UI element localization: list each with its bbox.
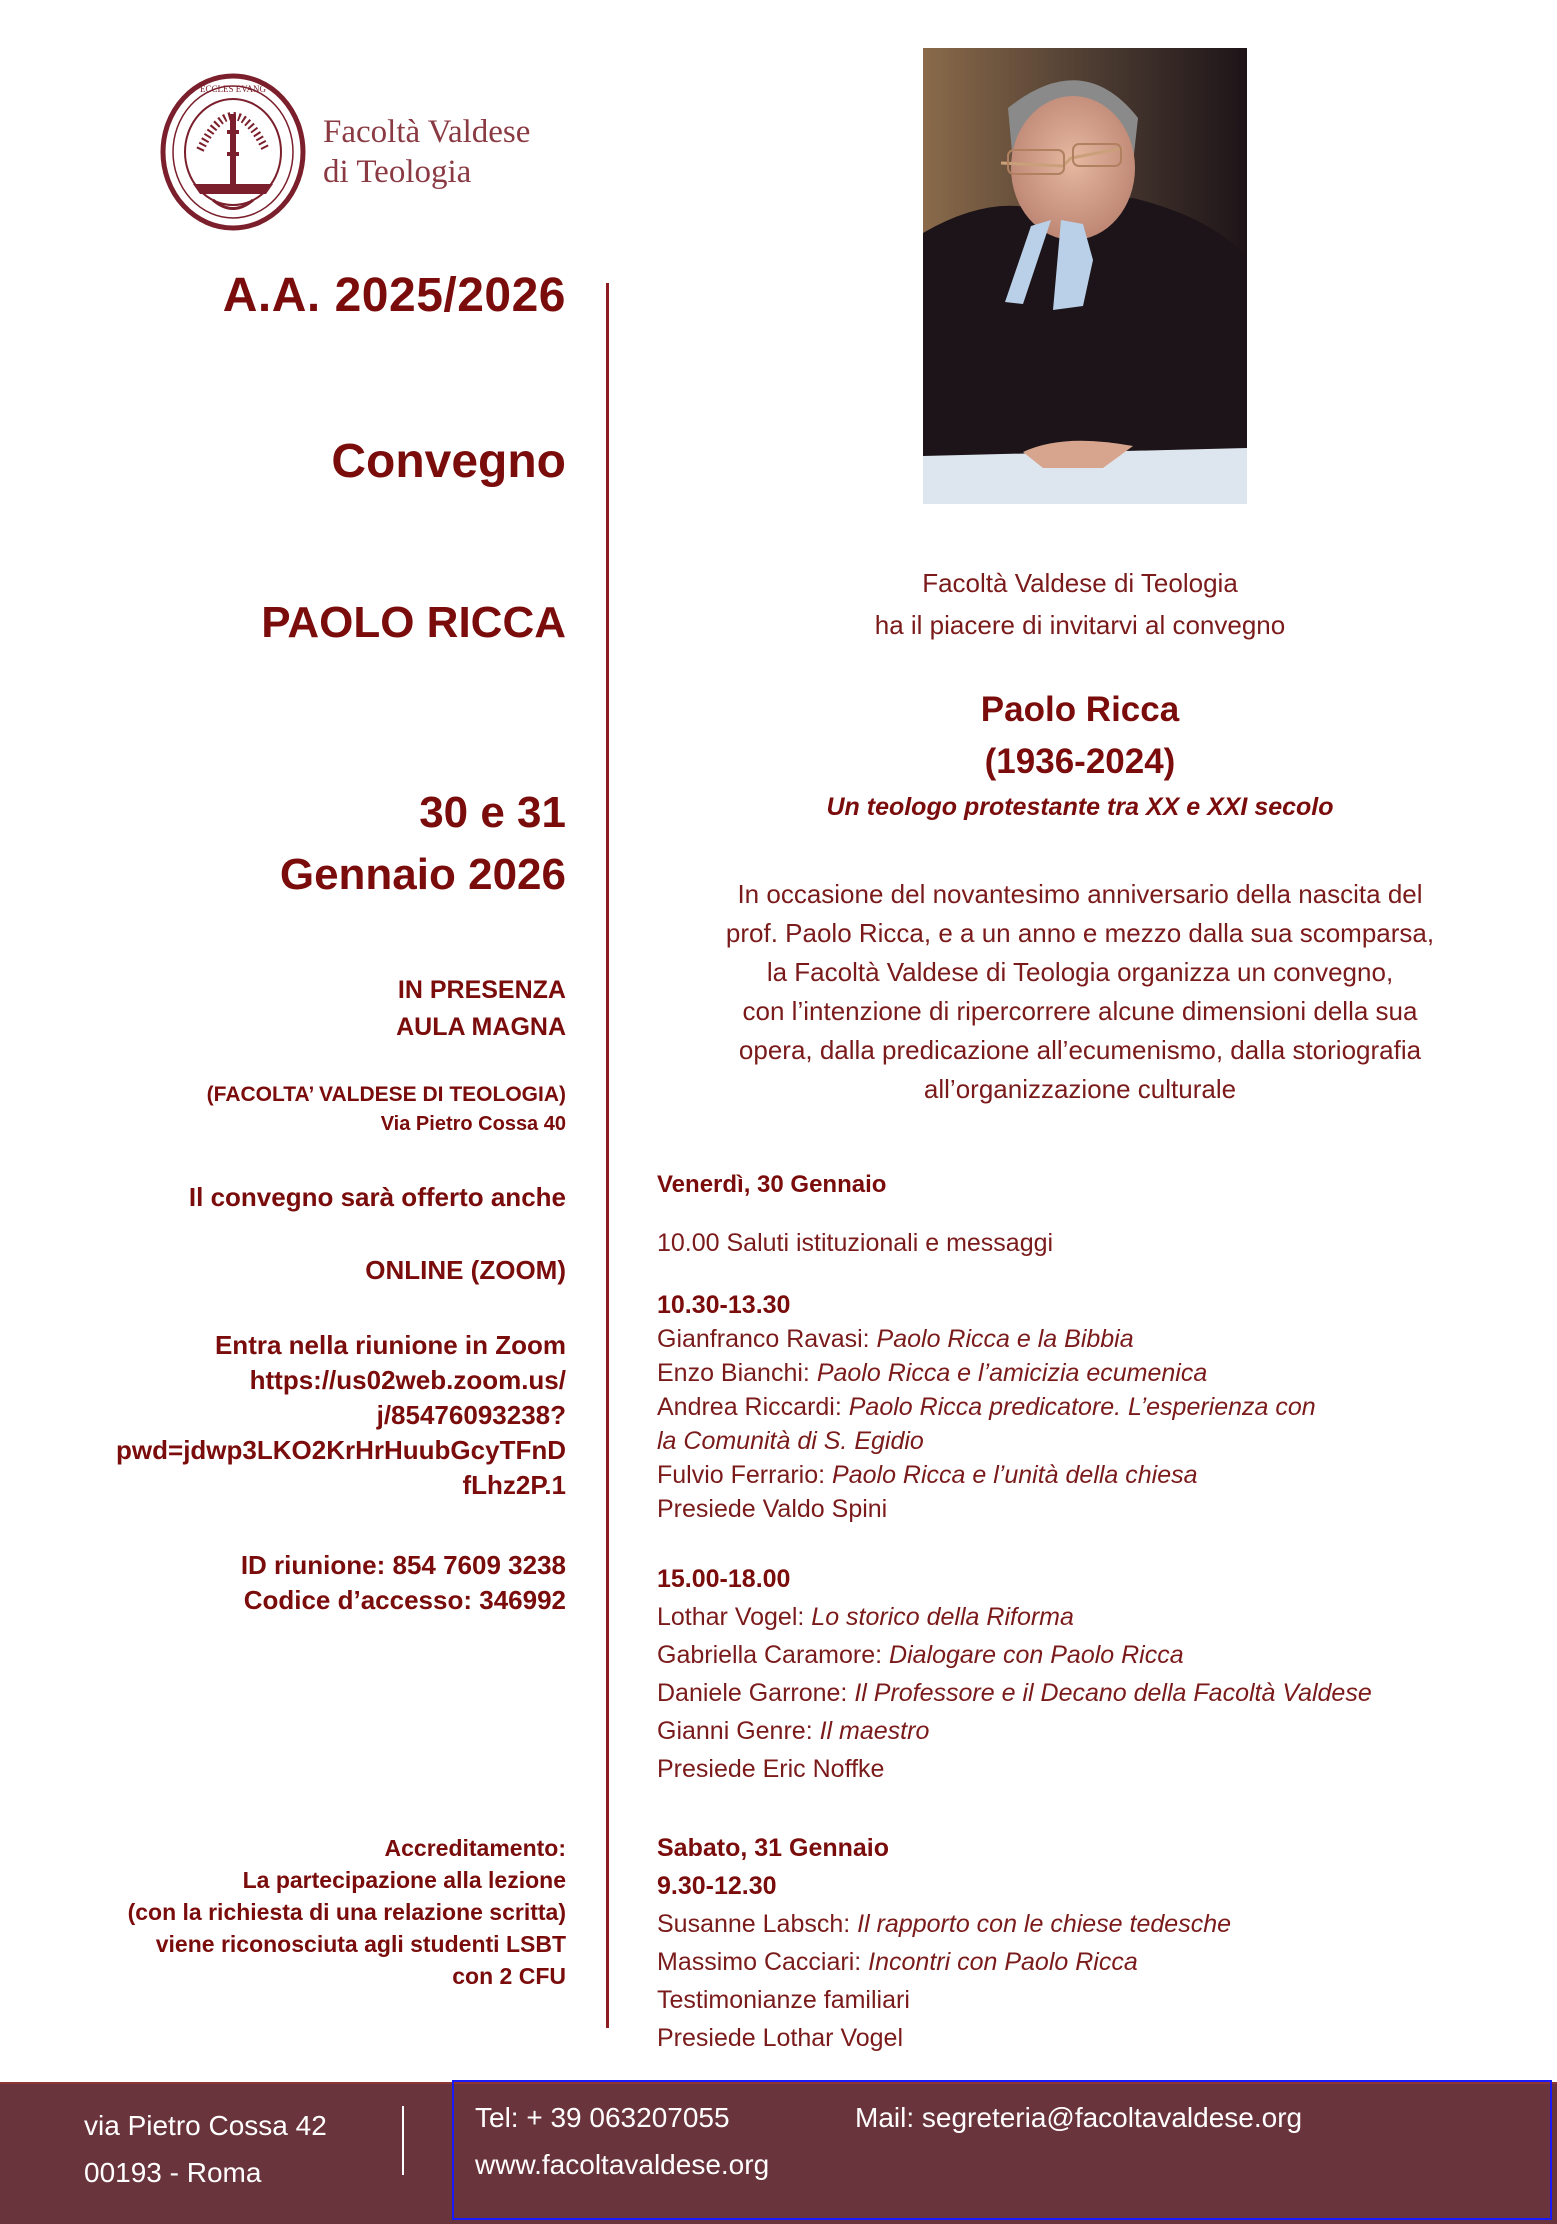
talk-speaker: Enzo Bianchi: <box>657 1359 817 1387</box>
zoom-link-line[interactable]: pwd=jdwp3LKO2KrHrHuubGcyTFnD <box>116 1435 566 1465</box>
event-subtitle: Un teologo protestante tra XX e XXI secolo <box>826 793 1334 821</box>
venue-line-2: AULA MAGNA <box>396 1013 566 1041</box>
venue-institution: (FACOLTA’ VALDESE DI TEOLOGIA) <box>206 1083 566 1106</box>
invitation <box>640 562 1520 646</box>
online-mode: ONLINE (ZOOM) <box>365 1255 566 1285</box>
day1-welcome: 10.00 Saluti istituzionali e messaggi <box>657 1229 1054 1257</box>
talk-item <box>657 1458 1517 1492</box>
portrait-photo <box>923 48 1247 504</box>
title-name: Paolo Ricca <box>980 690 1180 729</box>
talk-item <box>657 1905 1517 1943</box>
talk-item <box>657 1322 1517 1356</box>
session-time: 9.30-12.30 <box>657 1872 777 1900</box>
intro-line: la Facoltà Valdese di Teologia organizza un convegno, <box>766 957 1394 987</box>
talk-speaker: Daniele Garrone: <box>657 1679 855 1707</box>
talk-speaker: Gianfranco Ravasi: <box>657 1325 877 1353</box>
session-morning-day1 <box>657 1288 1517 1526</box>
day1-header <box>657 1168 1517 1202</box>
talk-item <box>657 1390 1517 1424</box>
accreditation-line: (con la richiesta di una relazione scritta) <box>127 1899 566 1925</box>
talk-item <box>657 1356 1517 1390</box>
talk-speaker: Lothar Vogel: <box>657 1603 812 1631</box>
faculty-logo <box>158 72 558 232</box>
footer-separator <box>402 2106 404 2175</box>
intro-paragraph <box>640 875 1520 1109</box>
online-note: Il convegno sarà offerto anche <box>188 1182 566 1212</box>
invite-line-2: ha il piacere di invitarvi al convegno <box>874 610 1286 640</box>
talk-item <box>657 1674 1517 1712</box>
intro-line: con l’intenzione di ripercorrere alcune dimensioni della sua <box>742 996 1418 1026</box>
zoom-link-line[interactable]: fLhz2P.1 <box>462 1470 566 1500</box>
address-city: 00193 - Roma <box>84 2157 262 2188</box>
intro-line: prof. Paolo Ricca, e a un anno e mezzo dalla sua scomparsa, <box>725 918 1435 948</box>
dates-line-2: Gennaio 2026 <box>279 850 566 899</box>
talk-speaker: Gianni Genre: <box>657 1717 820 1745</box>
talk-title: Il maestro <box>819 1717 930 1745</box>
talk-title: Incontri con Paolo Ricca <box>868 1948 1138 1976</box>
day2-program <box>657 1829 1517 2057</box>
footer <box>0 2082 1557 2224</box>
session-afternoon-day1 <box>657 1560 1517 1788</box>
meeting-id: ID riunione: 854 7609 3238 <box>240 1550 566 1580</box>
talk-item <box>657 1598 1517 1636</box>
talk-speaker: Massimo Cacciari: <box>657 1948 869 1976</box>
intro-line: In occasione del novantesimo anniversario della nascita del <box>737 879 1423 909</box>
address-street: via Pietro Cossa 42 <box>84 2110 327 2141</box>
talk-title: Il Professore e il Decano della Facoltà Valdese <box>854 1679 1372 1707</box>
talk-item-continued <box>657 1424 1517 1458</box>
svg-text:ECCLES EVANG: ECCLES EVANG <box>199 84 267 94</box>
access-code: Codice d’accesso: 346992 <box>243 1585 566 1615</box>
accreditation-line: Accreditamento: <box>384 1835 566 1861</box>
accreditation-line: La partecipazione alla lezione <box>242 1867 566 1893</box>
intro-line: all’organizzazione culturale <box>923 1074 1237 1104</box>
talk-title: Paolo Ricca e l’unità della chiesa <box>832 1461 1198 1489</box>
venue-line-1: IN PRESENZA <box>397 976 566 1004</box>
event-title <box>640 684 1520 788</box>
talk-speaker: Andrea Riccardi: <box>657 1393 849 1421</box>
intro-line: opera, dalla predicazione all’ecumenismo, dalla storiografia <box>738 1035 1422 1065</box>
accreditation <box>128 1832 566 1992</box>
session-extra: Testimonianze familiari <box>657 1986 910 2014</box>
talk-title: la Comunità di S. Egidio <box>657 1427 924 1455</box>
day-label: Venerdì, 30 Gennaio <box>657 1171 887 1198</box>
session-chair: Presiede Eric Noffke <box>657 1755 885 1783</box>
footer-phone[interactable]: Tel: + 39 063207055 <box>475 2102 730 2133</box>
footer-website-link[interactable]: www.facoltavaldese.org <box>475 2149 770 2180</box>
venue <box>396 972 566 1046</box>
talk-item <box>657 1943 1517 1981</box>
day-label: Sabato, 31 Gennaio <box>657 1834 890 1862</box>
event-type: Convegno <box>331 435 566 488</box>
talk-title: Paolo Ricca predicatore. L’esperienza con <box>848 1393 1316 1421</box>
talk-title: Paolo Ricca e l’amicizia ecumenica <box>816 1359 1208 1387</box>
column-divider <box>606 283 609 2028</box>
zoom-link[interactable] <box>116 1363 566 1503</box>
academic-year: A.A. 2025/2026 <box>222 269 566 322</box>
session-time: 10.30-13.30 <box>657 1291 791 1319</box>
logo-line-1: Facoltà Valdese <box>323 114 531 150</box>
college-seal-icon <box>158 72 308 232</box>
zoom-link-line[interactable]: https://us02web.zoom.us/ <box>249 1365 566 1395</box>
session-chair: Presiede Valdo Spini <box>657 1495 888 1523</box>
event-dates <box>280 782 566 906</box>
meeting-credentials <box>241 1548 566 1618</box>
talk-speaker: Gabriella Caramore: <box>657 1641 890 1669</box>
accreditation-line: con 2 CFU <box>452 1963 566 1989</box>
session-time: 15.00-18.00 <box>657 1565 791 1593</box>
session-chair: Presiede Lothar Vogel <box>657 2024 904 2052</box>
zoom-link-line[interactable]: j/85476093238? <box>376 1400 566 1430</box>
speaker-name: PAOLO RICCA <box>261 598 566 647</box>
accreditation-line: viene riconosciuta agli studenti LSBT <box>155 1931 566 1957</box>
talk-item <box>657 1712 1517 1750</box>
logo-line-2: di Teologia <box>323 154 472 190</box>
dates-line-1: 30 e 31 <box>419 788 566 837</box>
talk-item <box>657 1636 1517 1674</box>
footer-email-link[interactable]: Mail: segreteria@facoltavaldese.org <box>855 2102 1303 2133</box>
title-years: (1936-2024) <box>984 742 1176 781</box>
talk-speaker: Fulvio Ferrario: <box>657 1461 833 1489</box>
zoom-info <box>116 1328 566 1503</box>
venue-address: Via Pietro Cossa 40 <box>380 1113 566 1135</box>
talk-title: Paolo Ricca e la Bibbia <box>876 1325 1134 1353</box>
footer-address <box>84 2102 327 2196</box>
talk-title: Lo storico della Riforma <box>811 1603 1074 1631</box>
talk-speaker: Susanne Labsch: <box>657 1910 858 1938</box>
talk-title: Dialogare con Paolo Ricca <box>889 1641 1184 1669</box>
zoom-intro: Entra nella riunione in Zoom <box>214 1330 566 1360</box>
invite-line-1: Facoltà Valdese di Teologia <box>922 568 1238 598</box>
talk-title: Il rapporto con le chiese tedesche <box>857 1910 1231 1938</box>
